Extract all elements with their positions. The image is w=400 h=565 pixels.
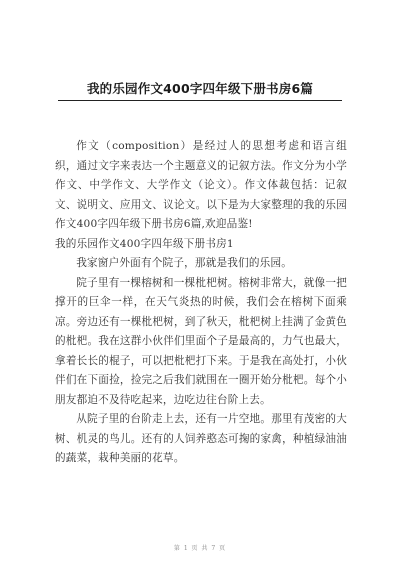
document-title: 我的乐园作文400字四年级下册书房6篇: [86, 81, 314, 96]
body-paragraph: 院子里有一棵榕树和一棵枇杷树。榕树非常大，就像一把撑开的巨伞一样，在天气炎热的时候，我们会在榕树下面乘凉。旁边还有一棵枇杷树，到了秋天，枇杷树上挂满了金黄色的枇杷。我在这群小伙伴们里面个子是最高的，力气也最大，拿着长长的棍子，可以把枇杷打下来。于是我在高处打，小伙伴们在下面捡，捡完之后我们就围在一圈开始分枇杷。每个小朋友都迫不及待吃起来，边吃边往台阶上去。: [55, 276, 347, 406]
page-number-footer: 第 1 页 共 7 页: [173, 545, 227, 552]
document-body: [55, 137, 347, 469]
section-heading: 我的乐园作文400字四年级下册书房1: [55, 237, 234, 250]
body-paragraph: 从院子里的台阶走上去，还有一片空地。那里有茂密的大树、机灵的鸟儿。还有的人饲养憨态可掬的家禽，种植绿油油的蔬菜，栽种美丽的花草。: [55, 413, 347, 464]
intro-paragraph: 作文（composition）是经过人的思想考虑和语言组织，通过文字来表达一个主题意义的记叙方法。作文分为小学作文、中学作文、大学作文（论文）。作文体裁包括：记叙文、说明文、应用文、议论文。以下是为大家整理的我的乐园作文400字四年级下册书房6篇,欢迎品鉴!: [55, 140, 347, 230]
body-paragraph: 我家窗户外面有个院子，那就是我们的乐园。: [76, 257, 293, 269]
title-divider: [58, 100, 342, 101]
